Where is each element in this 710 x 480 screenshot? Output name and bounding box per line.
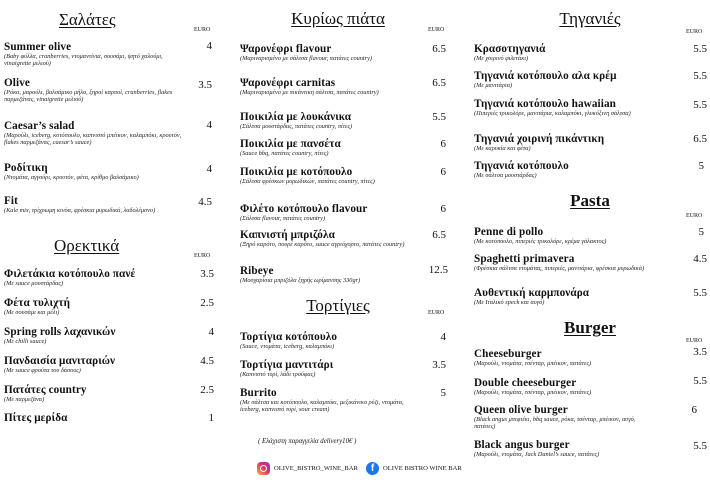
item-desc: (Ρόκα, μαρούλι, βαλσάμικο μήλο, ξηροί καρποί, cranberries, flakes παρμεζάνας, vinaigrette μελιού) <box>4 89 173 103</box>
item-name: Black angus burger <box>474 439 570 451</box>
item-name: Πανδαισία μανιταριών <box>4 355 116 367</box>
item-price: 5.5 <box>693 70 707 82</box>
section-title-tiganies: Τηγανιές <box>559 9 621 28</box>
item-price: 6.5 <box>432 229 446 241</box>
item-desc: (Με chilli sauce) <box>4 338 47 345</box>
item-name: Ψαρονέφρι flavour <box>240 43 332 55</box>
item-name: Αυθεντική καρμπονάρα <box>474 287 590 299</box>
item-name: Φιλέτο κοτόπουλο flavour <box>240 203 368 215</box>
item-name: Spaghetti primavera <box>474 253 575 265</box>
currency-label: EURO <box>428 310 445 316</box>
item-name: Summer olive <box>4 41 72 53</box>
instagram-handle: OLIVE_BISTRO_WINE_BAR <box>274 465 358 472</box>
currency-label: EURO <box>686 338 703 344</box>
item-name: Caesar’s salad <box>4 120 75 132</box>
item-name: Φέτα τυλιχτή <box>4 297 71 309</box>
item-price: 5.5 <box>693 440 707 452</box>
item-desc: (Ντομάτα, αγγούρι, κρουτόν, φέτα, κρίθμο βαλσάμικο) <box>4 174 139 181</box>
menu-item <box>4 162 184 181</box>
item-desc: (Με sauce φρούτα του δάσους) <box>4 367 81 374</box>
item-desc: (Με σουσάμι και μέλι) <box>4 309 60 316</box>
currency-label: EURO <box>686 213 703 219</box>
menu-item <box>4 412 189 424</box>
currency-label: EURO <box>686 29 703 35</box>
menu-item <box>4 41 184 67</box>
menu-item <box>240 77 425 96</box>
item-price: 3.5 <box>200 268 214 280</box>
item-desc: (Μαρούλι, ντομάτα, τσένταρ, μπέικον, πατάτες) <box>474 389 592 396</box>
menu-item <box>474 377 679 396</box>
item-name: Burrito <box>240 387 277 399</box>
menu-item <box>474 98 679 117</box>
item-desc: (Με χοιρινό φιλετάκι) <box>474 55 529 62</box>
item-name: Πίτες μερίδα <box>4 412 68 424</box>
menu-item <box>474 133 679 152</box>
facebook-handle: OLIVE BISTRO WINE BAR <box>383 465 462 472</box>
item-desc: (Sauce bbq, πατάτες country, πίτες) <box>240 150 329 157</box>
currency-label: EURO <box>194 253 211 259</box>
item-price: 4.5 <box>198 196 212 208</box>
menu-item <box>4 326 189 345</box>
menu-item <box>240 229 405 248</box>
menu-item <box>474 404 654 430</box>
item-name: Κρασοτηγανιά <box>474 43 546 55</box>
item-desc: (Με παρμεζάνα) <box>4 396 45 403</box>
item-price: 4 <box>208 326 214 338</box>
item-price: 3.5 <box>432 359 446 371</box>
item-price: 6.5 <box>432 77 446 89</box>
menu-item <box>240 138 425 157</box>
item-name: Τηγανιά κοτόπουλο αλα κρέμ <box>474 70 617 82</box>
item-desc: (Με sauce μουστάρδας) <box>4 280 64 287</box>
instagram-icon <box>257 462 270 475</box>
menu-item <box>240 43 425 62</box>
item-price: 3.5 <box>693 346 707 358</box>
currency-label: EURO <box>194 27 211 33</box>
item-price: 6.5 <box>693 133 707 145</box>
menu-item <box>240 387 420 413</box>
item-desc: (Μαρούλι, iceberg, κοτόπουλο, καπνιστό μπέικον, καλαμπόκι, κρουτόν, flakes παρμεζάνας, caesar’s sauce) <box>4 132 182 146</box>
menu-item <box>240 265 405 284</box>
item-name: Καπνιστή μπριζόλα <box>240 229 335 241</box>
item-price: 5.5 <box>693 43 707 55</box>
menu-item <box>474 70 679 89</box>
section-title-orektika: Ορεκτικά <box>54 236 120 255</box>
item-desc: (Μοσχαρίσια μπριζόλα ξηρής ωρίμανσης 330gr) <box>240 277 361 284</box>
item-name: Ποικιλία με πανσέτα <box>240 138 341 150</box>
item-price: 5.5 <box>693 287 707 299</box>
item-price: 5 <box>698 160 704 172</box>
menu-item <box>240 166 405 185</box>
item-name: Ροδίτικη <box>4 162 48 174</box>
menu-item <box>240 331 425 350</box>
item-name: Olive <box>4 77 30 89</box>
item-price: 6 <box>440 138 446 150</box>
menu-item <box>240 111 425 130</box>
item-price: 6 <box>691 404 697 416</box>
menu-item <box>240 203 425 222</box>
item-desc: (Με Ιταλικό speck και αυγό) <box>474 299 545 306</box>
menu-item <box>4 297 189 316</box>
item-name: Fit <box>4 195 18 207</box>
item-price: 1 <box>208 412 214 424</box>
section-title-pasta: Pasta <box>570 191 610 210</box>
item-price: 4.5 <box>200 355 214 367</box>
item-name: Penne di pollo <box>474 226 544 238</box>
item-desc: (Σάλτσα μουστάρδας, πατάτες country, πίτες) <box>240 123 353 130</box>
item-name: Queen olive burger <box>474 404 568 416</box>
section-title-tortiyies: Τορτίγιες <box>306 296 370 315</box>
item-price: 4.5 <box>693 253 707 265</box>
menu-item <box>474 348 679 367</box>
item-desc: (Με σάλτσα μουστάρδας) <box>474 172 537 179</box>
facebook-link[interactable] <box>366 462 462 475</box>
item-price: 5.5 <box>693 99 707 111</box>
item-name: Spring rolls λαχανικών <box>4 326 116 338</box>
item-name: Πατάτες country <box>4 384 87 396</box>
menu-item <box>4 77 184 103</box>
menu-item <box>240 359 425 378</box>
item-desc: (Σάλτσα flavour, πατάτες country) <box>240 215 325 222</box>
item-price: 12.5 <box>428 264 448 276</box>
item-desc: (Με μανιτάρια) <box>474 82 513 89</box>
item-price: 4 <box>206 40 212 52</box>
item-desc: (Μαριναρισμένο με σάλτσα flavour, πατάτες country) <box>240 55 373 62</box>
item-price: 5 <box>440 387 446 399</box>
menu-item <box>4 355 189 374</box>
item-name: Ψαρονέφρι carnitas <box>240 77 336 89</box>
item-price: 4 <box>206 119 212 131</box>
item-desc: (Μαρούλι, ντομάτα, τσένταρ, μπέικον, πατάτες) <box>474 360 592 367</box>
item-price: 2.5 <box>200 297 214 309</box>
item-price: 5 <box>698 226 704 238</box>
item-desc: (Φρέσκια σάλτσα ντομάτας, πιπεριές, μανιτάρια, φρέσκια μυρωδικά) <box>474 265 645 272</box>
item-price: 4 <box>206 163 212 175</box>
item-name: Τορτίγια κοτόπουλο <box>240 331 338 343</box>
item-price: 6.5 <box>432 43 446 55</box>
item-name: Double cheeseburger <box>474 377 577 389</box>
item-price: 6 <box>440 203 446 215</box>
menu-item <box>4 120 184 146</box>
section-title-kyrios: Κυρίως πιάτα <box>291 9 385 28</box>
section-title-burger: Burger <box>564 318 616 337</box>
item-desc: (Μαριναρισμένο με πικάντικη σάλτσα, πατάτες country) <box>240 89 379 96</box>
min-order-note: ( Ελάχιστη παραγγελία delivery10€ ) <box>258 438 357 445</box>
item-name: Τηγανιά κοτόπουλο hawaiian <box>474 98 616 110</box>
currency-label: EURO <box>428 27 445 33</box>
instagram-link[interactable] <box>257 462 358 475</box>
item-desc: (Kale mix, τρίχρωμη κινόα, φρέσκια μυρωδικά, λαδολέμονο) <box>4 207 156 214</box>
item-name: Τορτίγια μαντιτάρι <box>240 359 334 371</box>
menu-item <box>474 226 679 245</box>
item-desc: (Με σάλτσα και κοτόπουλο, καλαμπόκι, μεξικάνικο ρύζι, ντομάτα, iceberg, καπνιστό τυρί, sour cream) <box>240 399 404 413</box>
item-desc: (Μαρούλι, ντομάτα, Jack Daniel’s sauce, πατάτες) <box>474 451 600 458</box>
item-desc: (Sauce, ντομάτα, iceberg, καλαμπόκι) <box>240 343 335 350</box>
item-desc: (Με κοτόπουλο, πιπεριές τρικολόρε, κρέμα γάλακτος) <box>474 238 607 245</box>
item-desc: (Baby φύλλα, cranberries, ντομαντίνια, σουσάμι, ψητό χαλούμι, vinaigrette μελιού) <box>4 53 163 67</box>
menu-item <box>474 160 679 179</box>
menu-item <box>474 439 679 458</box>
item-price: 5.5 <box>693 375 707 387</box>
item-price: 4 <box>440 331 446 343</box>
menu-item <box>474 287 679 306</box>
item-price: 5.5 <box>432 111 446 123</box>
item-name: Ribeye <box>240 265 274 277</box>
menu-item <box>4 195 184 214</box>
item-name: Ποικιλία με κοτόπουλο <box>240 166 353 178</box>
menu-item <box>4 268 189 287</box>
item-price: 2.5 <box>200 384 214 396</box>
item-name: Τηγανιά χοιρινή πικάντικη <box>474 133 605 145</box>
section-title-salates: Σαλάτες <box>59 10 116 29</box>
item-desc: (Με καρυκία και φέτα) <box>474 145 531 152</box>
facebook-icon: f <box>366 462 379 475</box>
item-name: Ποικιλία με λουκάνικα <box>240 111 352 123</box>
item-desc: (Ξηρό καρότο, πουρέ καρότο, sauce αγριόχορτο, πατάτες country) <box>240 241 405 248</box>
menu-item <box>474 43 679 62</box>
item-price: 6 <box>440 166 446 178</box>
item-price: 3.5 <box>198 79 212 91</box>
item-desc: (Black angus μπιφτέκι, bbq sauce, ρόκα, τσένταρ, μπέικον, αυγό, πατάτες) <box>474 416 636 430</box>
item-name: Cheeseburger <box>474 348 542 360</box>
item-name: Τηγανιά κοτόπουλο <box>474 160 569 172</box>
menu-item <box>474 253 679 272</box>
menu-item <box>4 384 189 403</box>
item-name: Φιλετάκια κοτόπουλο πανέ <box>4 268 136 280</box>
item-desc: (Πιπεριές τρικολόρε, μανιτάρια, καλαμπόκι, γλυκόξινη σάλτσα) <box>474 110 631 117</box>
item-desc: (Καπνιστό τυρί, λάδι τρούφας) <box>240 371 316 378</box>
item-desc: (Σάλτσα φρέσκων μυρωδικών, πατάτες country, πίτες) <box>240 178 375 185</box>
